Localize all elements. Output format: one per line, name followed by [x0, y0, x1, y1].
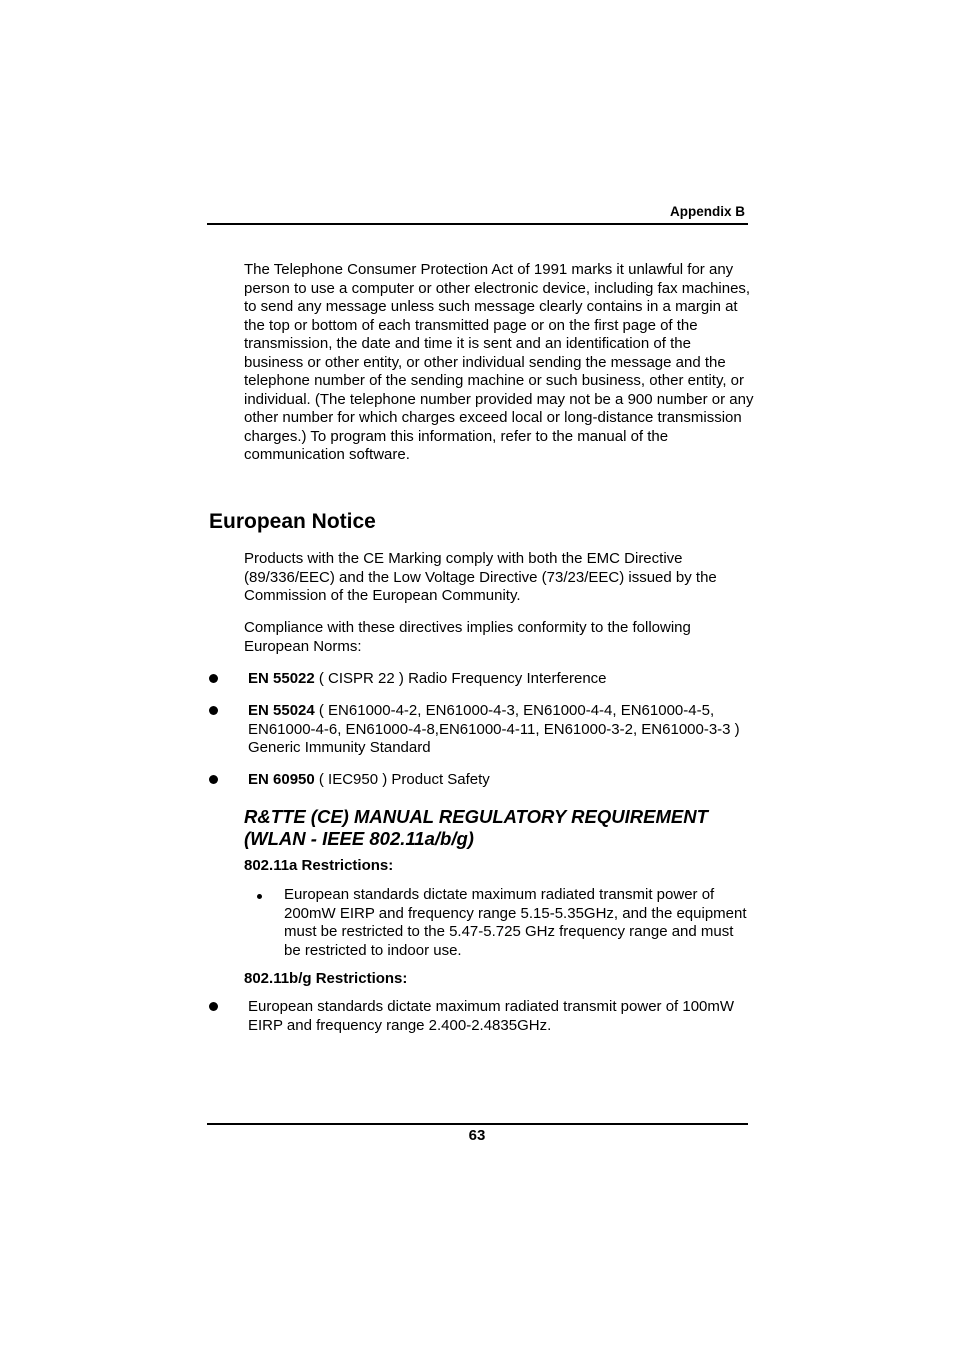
norm-item-en60950: [248, 771, 758, 790]
norm-item-en55024: [248, 702, 758, 758]
compliance-paragraph: Compliance with these directives implies conformity to the following European Norms:: [244, 619, 691, 655]
tcpa-paragraph: The Telephone Consumer Protection Act of 1991 marks it unlawful for any person to use a computer or other electronic device, including fax machines, to send any message unless such message clearly contains in a margin at the top or bottom of each transmitted page or on the first page of the transmission, the date and time it is sent and an identification of the business or other entity, or other individual sending the message and the telephone number of the sending machine or such business, other entity, or individual. (The telephone number provided may not be a 900 number or any other number for which charges exceed local or long-distance transmission charges.) To program this information, refer to the manual of the communication software.: [244, 261, 754, 463]
bullet-icon: [209, 674, 218, 683]
norm-description: ( EN61000-4-2, EN61000-4-3, EN61000-4-4, EN61000-4-5, EN61000-4-6, EN61000-4-8,EN61000-4-11, EN61000-3-2, EN61000-3-3 ) Generic Immunity Standard: [248, 702, 740, 756]
bullet-icon: [209, 706, 218, 715]
norm-code: EN 60950: [248, 771, 315, 788]
restriction-80211bg-item: European standards dictate maximum radiated transmit power of 100mW EIRP and frequency range 2.400-2.4835GHz.: [248, 998, 735, 1034]
rtte-heading: [244, 806, 764, 850]
bullet-icon: [209, 1002, 218, 1011]
rtte-heading-line1: R&TTE (CE) MANUAL REGULATORY REQUIREMENT: [244, 806, 708, 827]
rtte-heading-line2: (WLAN - IEEE 802.11a/b/g): [244, 828, 474, 849]
bullet-icon: [257, 894, 262, 899]
bullet-icon: [209, 775, 218, 784]
subheading-80211a: 802.11a Restrictions:: [244, 857, 394, 874]
section-heading-european-notice: European Notice: [209, 510, 376, 533]
norm-code: EN 55024: [248, 702, 315, 719]
norm-description: ( CISPR 22 ) Radio Frequency Interference: [314, 670, 607, 687]
norm-item-en55022: [248, 670, 758, 689]
restriction-80211a-item: European standards dictate maximum radiated transmit power of 200mW EIRP and frequency range 5.15-5.35GHz, and the equipment must be restricted to the 5.47-5.725 GHz frequency range and must be restricted to indoor use.: [284, 886, 747, 959]
ce-marking-paragraph: Products with the CE Marking comply with both the EMC Directive (89/336/EEC) and the Low Voltage Directive (73/23/EEC) issued by the Commission of the European Community.: [244, 550, 717, 604]
header-rule: [207, 223, 748, 225]
running-header: Appendix B: [669, 204, 745, 219]
subheading-80211bg: 802.11b/g Restrictions:: [244, 970, 408, 987]
norm-code: EN 55022: [248, 670, 315, 687]
page-number: 63: [468, 1127, 486, 1144]
footer-rule: [207, 1123, 748, 1125]
norm-description: ( IEC950 ) Product Safety: [314, 771, 490, 788]
